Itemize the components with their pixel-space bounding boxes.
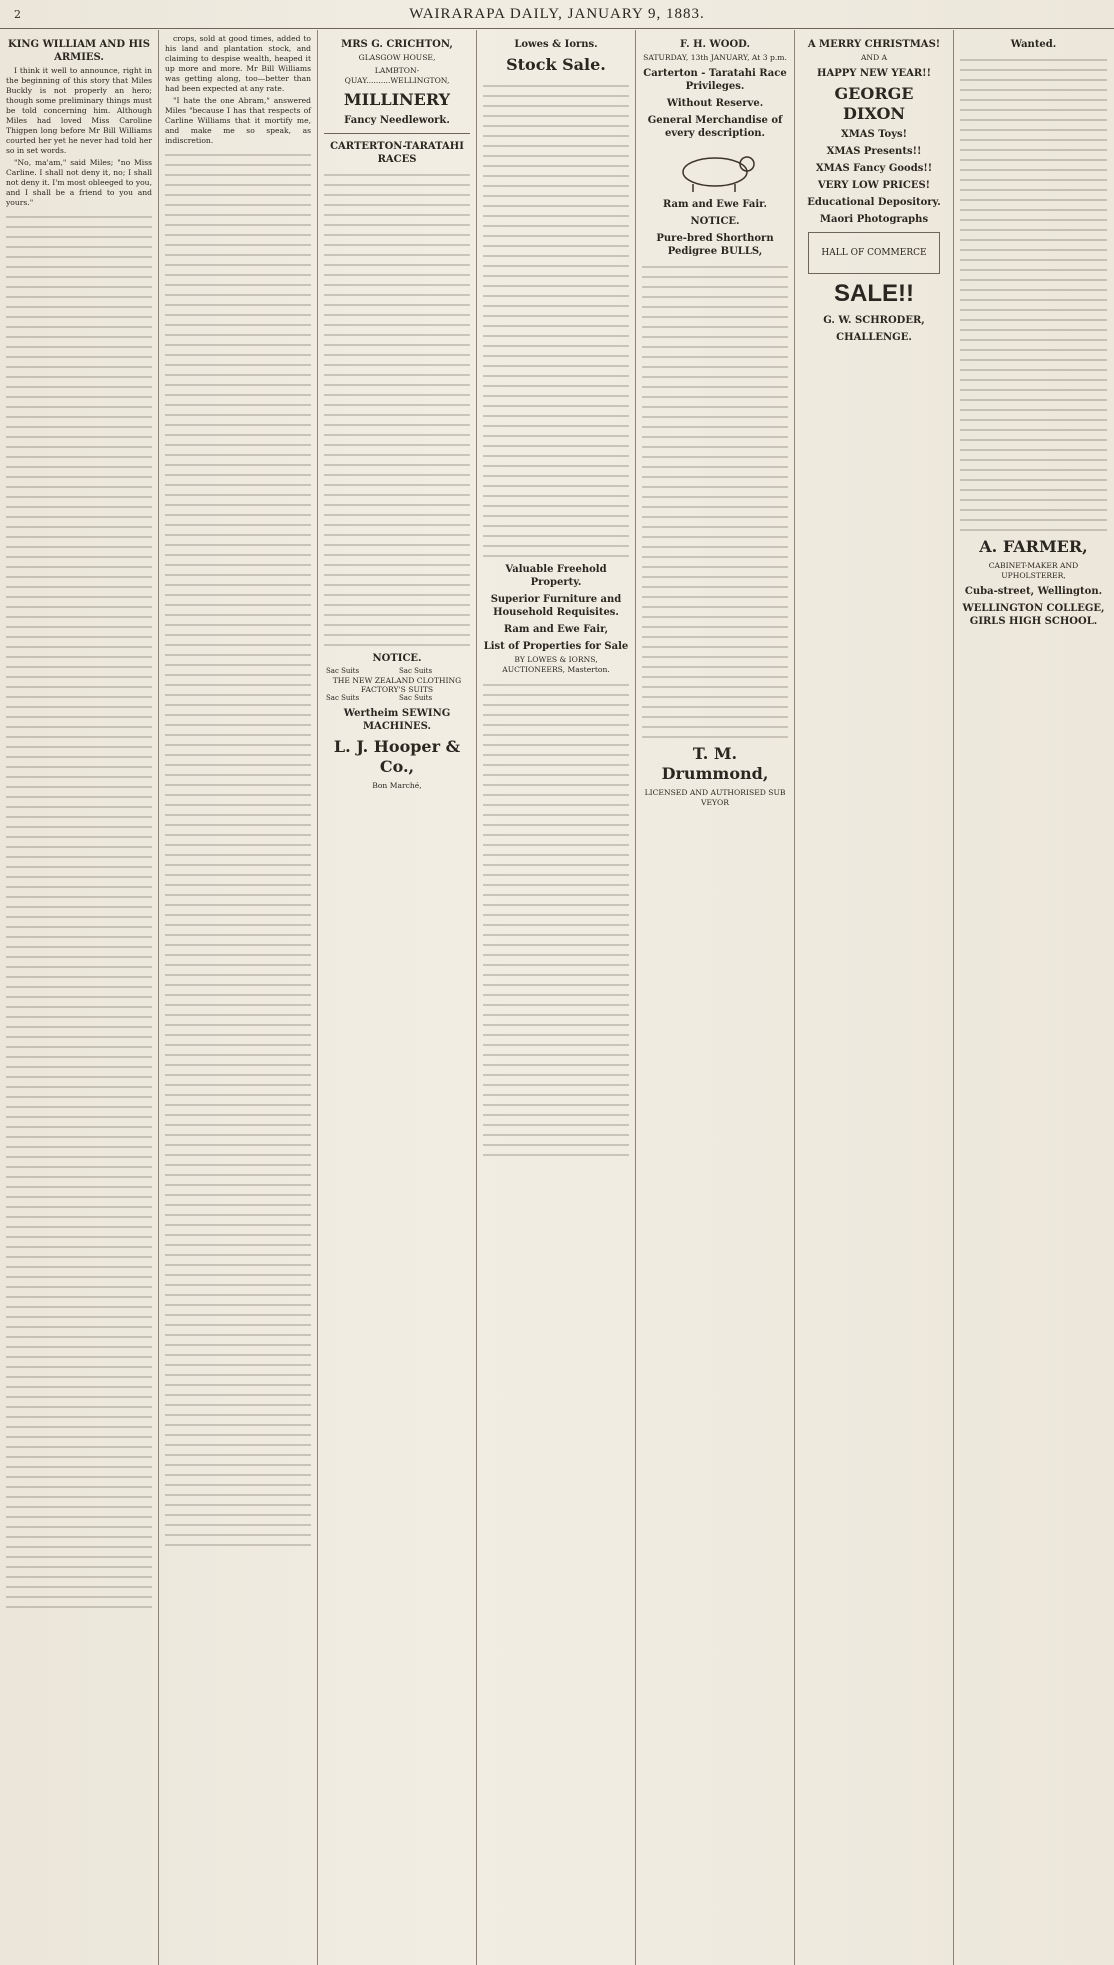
ad-heading: Valuable Freehold Property. [505,564,607,588]
ad-heading: Fancy Needlework. [344,115,450,126]
suits-cell: Sac Suits [326,694,360,702]
ad-heading: Stock Sale. [506,55,606,74]
low-prices: VERY LOW PRICES! [817,180,931,191]
ad-subheading: LAMBTON-QUAY..........WELLINGTON, [344,66,450,85]
ad-heading: Wertheim SEWING MACHINES. [343,708,451,732]
ad-heading: NOTICE. [690,216,740,227]
ad-heading: Pure-bred Shorthorn Pedigree BULLS, [656,233,774,257]
dixon-heading: GEORGE DIXON [834,84,914,123]
xmas-presents: XMAS Presents!! [826,146,922,157]
xmas-toys: XMAS Toys! [840,129,908,140]
ram-illustration [665,144,765,194]
story-paragraph: "I hate the one Abram," answered Miles "because I has that respects of Carline Williams that it mortify me, and make me so speak, as indiscretion. [165,96,311,145]
hall-of-commerce-text: HALL OF COMMERCE [821,248,927,258]
column-ads-5 [636,30,795,1965]
ad-subheading: SATURDAY, 13th JANUARY, At 3 p.m. [643,53,787,62]
page-number: 2 [14,8,21,21]
story-paragraph: I think it well to announce, right in the beginning of this story that Miles Buckly is not properly an hero; though some preliminary things must be told concerning him. Although Miles had loved Miss Caroline Thigpen long before Mr Bill Williams courted her yet he never had told her so in set words. [6,66,152,155]
ad-subheading: Bon Marché, [372,781,422,790]
ad-subheading: BY LOWES & IORNS, AUCTIONEERS, Masterton. [502,655,610,674]
suits-cell: Sac Suits [398,667,433,675]
ad-heading: T. M. Drummond, [661,744,769,783]
column-ads-4 [477,30,636,1965]
ad-heading: MILLINERY [343,90,451,109]
xmas-heading: HAPPY NEW YEAR!! [817,68,931,79]
ad-heading: F. H. WOOD. [680,39,750,50]
ad-heading: Ram and Ewe Fair, [503,624,609,635]
farmer-heading: A. FARMER, [979,537,1088,556]
ad-heading: Lowes & Iorns. [514,39,598,50]
suits-cell: Sac Suits [398,694,433,702]
ad-heading: Without Reserve. [666,98,764,109]
challenge-heading: CHALLENGE. [836,332,912,343]
maori-photographs: Maori Photographs [819,214,929,225]
hall-of-commerce-banner [808,232,940,274]
xmas-heading: AND A [860,53,888,62]
ad-heading: CARTERTON-TARATAHI RACES [330,141,464,165]
column-ads-7 [954,30,1113,1965]
ad-heading: Ram and Ewe Fair. [662,199,768,210]
suits-cell: Sac Suits [326,667,360,675]
ad-heading: Carterton - Taratahi Race Privileges. [643,68,787,92]
depository-heading: Educational Depository. [807,197,941,208]
ad-heading: MRS G. CRICHTON, [341,39,453,50]
suits-table [324,667,470,703]
schroder-heading: G. W. SCHRODER, [823,315,925,326]
body-text-block [324,168,470,648]
body-text-block [6,210,152,1610]
story-paragraph: "No, ma'am," said Miles; "no Miss Carline. I shall not deny it, no; I shall not deny it. I'm most obleeged to you, and I shall be a friend to you and yours." [6,158,152,207]
farmer-subheading: CABINET-MAKER AND UPHOLSTERER, [988,561,1079,580]
column-story-continued [159,30,318,1965]
xmas-fancy-goods: XMAS Fancy Goods!! [815,163,933,174]
body-text-block [483,678,629,1158]
masthead-title: WAIRARAPA DAILY, JANUARY 9, 1883. [409,5,705,22]
ad-heading: Superior Furniture and Household Requisites. [490,594,622,618]
ad-heading: General Merchandise of every description. [647,115,783,139]
college-heading: WELLINGTON COLLEGE, GIRLS HIGH SCHOOL. [962,603,1105,627]
story-paragraph: crops, sold at good times, added to his land and plantation stock, and claiming to despise wealth, heaped it up more and more. Mr Bill Williams was getting along, too—better than had been expected at any rate. [165,34,311,93]
ad-subheading: GLASGOW HOUSE, [358,53,436,62]
wanted-heading: Wanted. [1010,39,1057,50]
farmer-place: Cuba-street, Wellington. [964,586,1103,597]
columns [0,30,1114,1965]
wanted-listings [960,53,1107,533]
ad-heading: List of Properties for Sale [483,641,629,652]
masthead [0,0,1114,29]
ad-heading: NOTICE. [372,653,422,664]
sale-heading: SALE!! [834,280,914,307]
ad-heading: L. J. Hooper & Co., [333,737,461,776]
body-text-block [165,148,311,1548]
ad-subheading: LICENSED AND AUTHORISED SUB VEYOR [644,788,786,807]
column-ads-6 [795,30,954,1965]
body-text-block [642,260,788,740]
suits-heading: THE NEW ZEALAND CLOTHING FACTORY'S SUITS [332,676,462,694]
body-text-block [483,79,629,559]
divider [324,133,470,134]
column-story [0,30,159,1965]
xmas-heading: A MERRY CHRISTMAS! [807,39,941,50]
column-ads-3 [318,30,477,1965]
story-title: KING WILLIAM AND HIS ARMIES. [8,39,150,63]
